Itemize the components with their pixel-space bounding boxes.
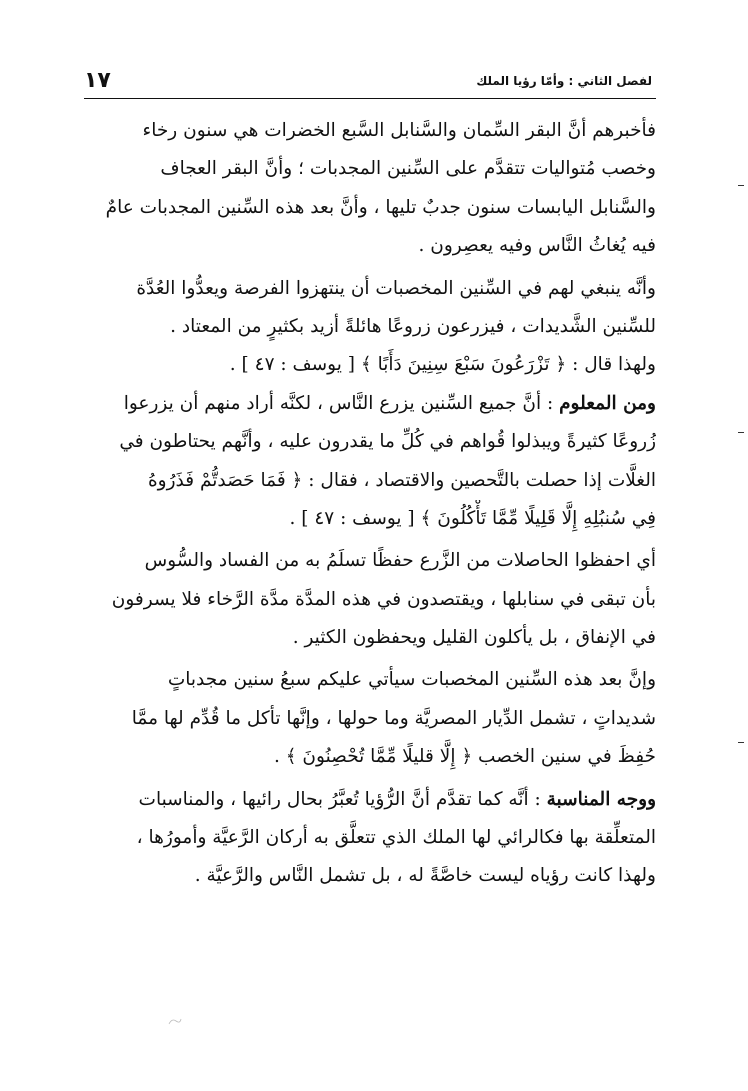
text-line: ولهذا كانت رؤياه ليست خاصَّةً له ، بل تشمل النَّاس والرَّعيَّة . bbox=[194, 865, 656, 887]
text-fragment: : أنَّ جميع السِّنين يزرع النَّاس ، لكنَّه أراد منهم أن يزرعوا bbox=[123, 392, 560, 414]
text-line: فأخبرهم أنَّ البقر السِّمان والسَّنابل السَّبع الخضرات هي سنون رخاء bbox=[142, 120, 656, 141]
text-line: أي احفظوا الحاصلات من الزَّرع حفظًا تسلَمُ به من الفساد والسُّوس bbox=[144, 550, 656, 572]
text-line: زُروعًا كثيرةً ويبذلوا قُواهم في كُلِّ ما يقدرون عليه ، وأنَّهم يحتاطون في bbox=[119, 431, 656, 453]
page-header bbox=[84, 68, 656, 98]
text-fragment: : أنَّه كما تقدَّم أنَّ الرُّؤيا تُعبَّرُ بحال رائيها ، والمناسبات bbox=[138, 788, 547, 810]
text-line: حُفِظَ في سنين الخصب ﴿ إِلَّا قليلًا مِّمَّا تُحْصِنُونَ ﴾ . bbox=[273, 746, 656, 768]
text-line: شديداتٍ ، تشمل الدِّيار المصريَّة وما حولها ، وإنَّها تأكل ما قُدِّم لها ممَّا bbox=[131, 707, 656, 729]
header-rule bbox=[84, 98, 656, 99]
bold-lead: ووجه المناسبة bbox=[546, 788, 656, 810]
text-line: وإنَّ بعد هذه السِّنين المخصبات سيأتي عليكم سبعُ سنين مجدباتٍ bbox=[167, 669, 656, 691]
text-line: فيه يُغاثُ النَّاس وفيه يعصِرون . bbox=[418, 235, 656, 257]
text-line: والسَّنابل اليابسات سنون جدبٌ تليها ، وأنَّ بعد هذه السِّنين المجدبات عامٌ bbox=[105, 196, 656, 218]
text-line: الغلَّات إذا حصلت بالتَّحصين والاقتصاد ، فقال : ﴿ فَمَا حَصَدتُّمْ فَذَرُوهُ bbox=[147, 469, 656, 491]
text-line: للسِّنين الشَّديدات ، فيزرعون زروعًا هائلةً أزيد بكثيرٍ من المعتاد . bbox=[170, 315, 656, 337]
text-line: في الإنفاق ، بل يأكلون القليل ويحفظون الكثير . bbox=[292, 627, 656, 649]
text-line: وأنَّه ينبغي لهم في السِّنين المخصبات أن ينتهزوا الفرصة ويعدُّوا العُدَّة bbox=[136, 277, 656, 299]
chapter-title: لفصل الثاني : وأمّا رؤيا الملك bbox=[476, 74, 652, 88]
body-text bbox=[84, 112, 656, 896]
text-line: المتعلِّقة بها فكالرائي لها الملك الذي تتعلَّق به أركان الرَّعيَّة وأمورُها ، bbox=[136, 827, 656, 849]
text-line: وخصب مُتواليات تتقدَّم على السِّنين المجدبات ؛ وأنَّ البقر العجاف bbox=[160, 158, 656, 180]
text-line bbox=[84, 385, 656, 423]
margin-tick bbox=[738, 185, 744, 186]
bold-lead: ومن المعلوم bbox=[559, 392, 656, 414]
margin-tick bbox=[738, 742, 744, 743]
page-number: ١٧ bbox=[84, 68, 111, 93]
text-line bbox=[84, 781, 656, 819]
quran-citation-line: فِي سُنبُلِهِ إِلَّا قَلِيلًا مِّمَّا تَأْكُلُونَ ﴾ [ يوسف : ٤٧ ] . bbox=[289, 507, 656, 529]
text-line: بأن تبقى في سنابلها ، ويقتصدون في هذه المدَّة مدَّة الرَّخاء فلا يسرفون bbox=[111, 588, 656, 610]
margin-tick bbox=[738, 432, 744, 433]
quran-citation-line: ولهذا قال : ﴿ تَزْرَعُونَ سَبْعَ سِنِينَ دَأَبًا ﴾ [ يوسف : ٤٧ ] . bbox=[229, 354, 656, 376]
paper-speck bbox=[168, 1016, 182, 1026]
